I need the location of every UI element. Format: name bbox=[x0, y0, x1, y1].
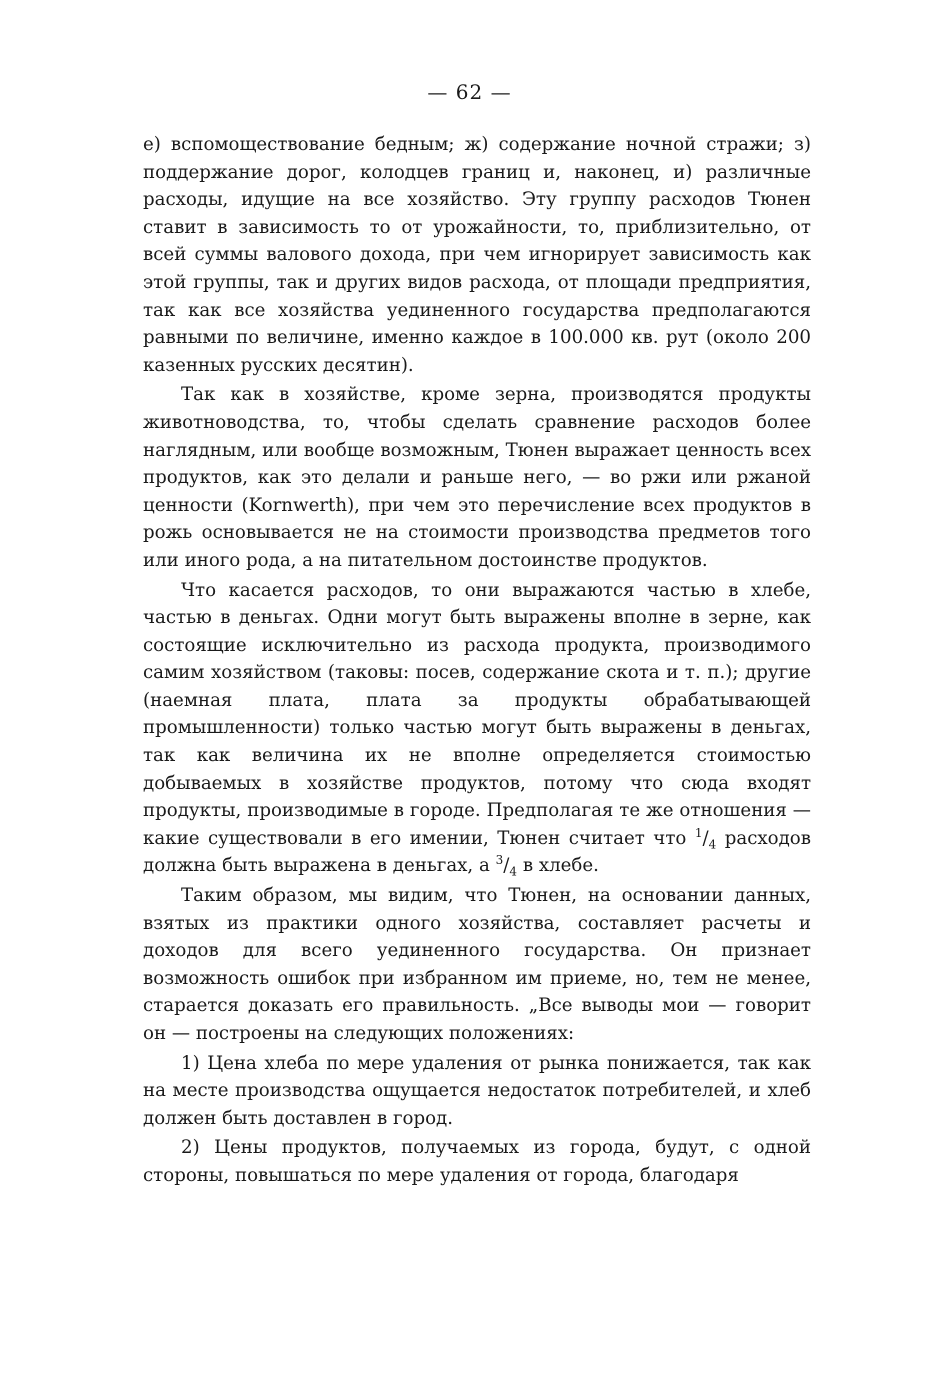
body-text bbox=[143, 131, 811, 1190]
paragraph-3-text-before: Что касается расходов, то они выражаются частью в хлебе, частью в деньгах. Одни могут быть выражены вполне в зерне, как состоящие исключительно из расхода продукта, производимого самим хозяйством (таковы: посев, содержание скота и т. п.); другие (наемная плата, плата за продукты обрабатывающей промышленности) только частью могут быть выражены в деньгах, так как величина их не вполне определяется стоимостью добываемых в хозяйстве продуктов, потому что сюда входят продукты, производимые в городе. Предполагая те же отношения — какие существовали в его имении, Тюнен считает что bbox=[143, 579, 811, 849]
paragraph-4: Таким образом, мы видим, что Тюнен, на основании данных, взятых из практики одного хозяйства, составляет расчеты и доходов для всего уединенного государства. Он признает возможность ошибок при избранном им приеме, но, тем не менее, старается доказать его правильность. „Все выводы мои — говорит он — построены на следующих положениях: bbox=[143, 885, 811, 1044]
fraction-2-numerator: 3 bbox=[495, 853, 504, 868]
paragraph-3-text-after: в хлебе. bbox=[517, 855, 599, 877]
fraction-2-denominator: 4 bbox=[509, 865, 518, 880]
paragraph-3: Что касается расходов, то они выражаются частью в хлебе, частью в деньгах. Одни могут быть выражены вполне в зерне, как состоящие исключительно из расхода продукта, производимого самим хозяйством (таковы: посев, содержание скота и т. п.); другие (наемная плата, плата за продукты обрабатывающей промышленности) только частью могут быть выражены в деньгах, так как величина их не вполне определяется стоимостью добываемых в хозяйстве продуктов, потому что сюда входят продукты, производимые в городе. Предполагая те же отношения — какие существовали в его имении, Тюнен считает что $^1/_4$ расходов должна быть выражена в деньгах, а $^3/_4$ в хлебе. bbox=[143, 579, 811, 880]
fraction-1-denominator: 4 bbox=[708, 837, 717, 852]
page-number: — 62 — bbox=[427, 80, 512, 104]
fraction-1-numerator: 1 bbox=[694, 825, 703, 840]
paragraph-6: 2) Цены продуктов, получаемых из города, будут, с одной стороны, повышаться по мере удаления от города, благодаря bbox=[143, 1137, 811, 1186]
paragraph-1: е) вспомоществование бедным; ж) содержание ночной стражи; з) поддержание дорог, колодцев границ и, наконец, и) различные расходы, идущие на все хозяйство. Эту группу расходов Тюнен ставит в зависимость то от урожайности, то, приблизительно, от всей суммы валового дохода, при чем игнорирует зависимость как этой группы, так и других видов расхода, от площади предприятия, так как все хозяйства уединенного государства предполагаются равными по величине, именно каждое в 100.000 кв. рут (около 200 казенных русских десятин). bbox=[143, 134, 811, 376]
paragraph-3-text-middle: расходов должна быть выражена в деньгах, а bbox=[143, 827, 811, 877]
paragraph-2: Так как в хозяйстве, кроме зерна, производятся продукты животноводства, то, чтобы сделать сравнение расходов более наглядным, или вообще возможным, Тюнен выражает ценность всех продуктов, как это делали и раньше него, — во ржи или ржаной ценности (Kornwerth), при чем это перечисление всех продуктов в рожь основывается не на стоимости производства предметов того или иного рода, а на питательном достоинстве продуктов. bbox=[143, 384, 811, 571]
paragraph-5: 1) Цена хлеба по мере удаления от рынка понижается, так как на месте производства ощущается недостаток потребителей, и хлеб должен быть доставлен в город. bbox=[143, 1052, 811, 1129]
